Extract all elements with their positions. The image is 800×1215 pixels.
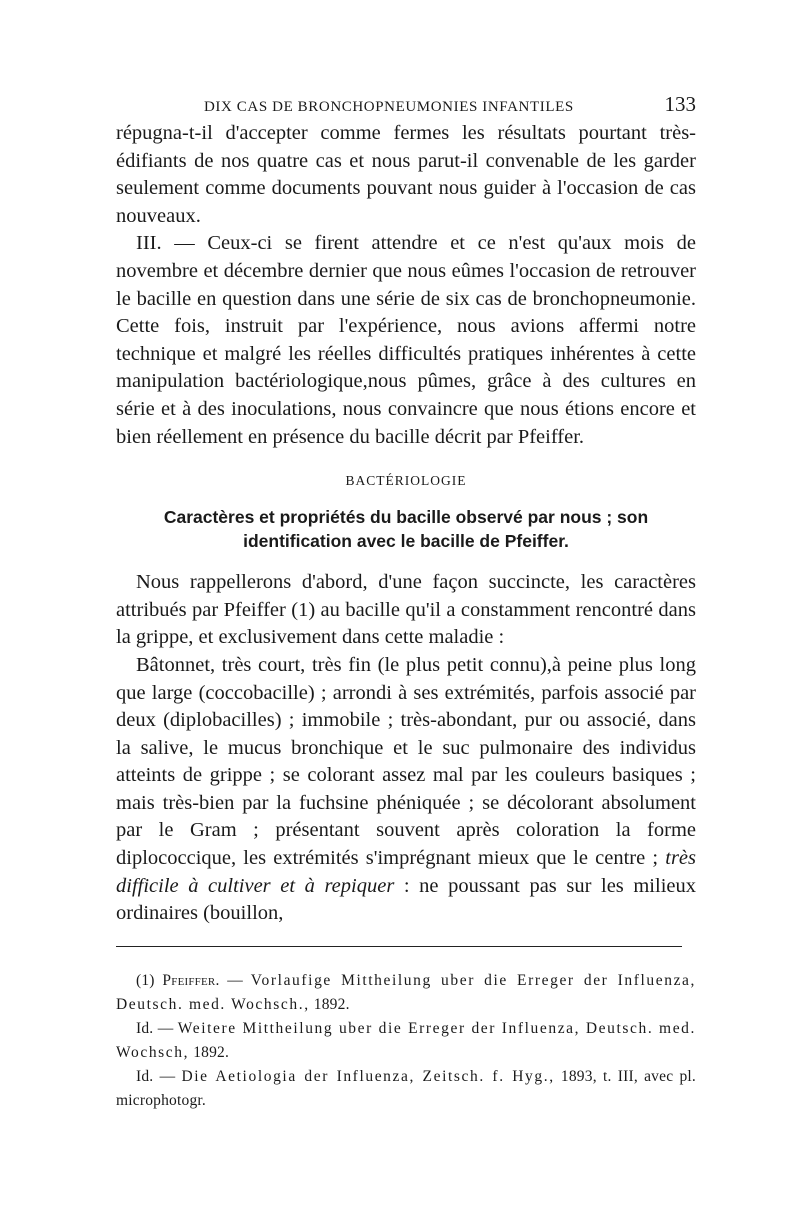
footnote-2-title: Weitere Mittheilung uber die Erreger der Influenza, Deutsch. med. Wochsch, [116, 1019, 696, 1061]
footnote-3 [116, 1065, 696, 1113]
paragraph-4 [116, 652, 696, 928]
book-page [116, 92, 696, 1113]
running-head [116, 92, 696, 120]
paragraph-1: répugna-t-il d'accepter comme fermes les résultats pourtant très-édifiants de nos quatre cas et nous parut-il convenable de les garder seulement comme documents pouvant nous guider à l'occasion de cas nouveaux. [116, 122, 696, 227]
paragraph-3: Nous rappellerons d'abord, d'une façon succincte, les caractères attribués par Pfeiffer (1) au bacille qu'il a constamment rencontré dans la grippe, et exclusivement dans cette maladie : [116, 571, 696, 649]
page-number: 133 [664, 92, 696, 116]
footnote-3-label: Id. — [136, 1067, 176, 1085]
footnote-3-rest: 1893, t. III, avec pl. microphotogr. [116, 1067, 696, 1109]
footnote-rule [116, 946, 682, 947]
footnote-2 [116, 1017, 696, 1065]
paragraph-4-end: : ne poussant pas sur les milieux ordinaires (bouillon, [116, 874, 696, 925]
footnote-1-title: Vorlaufige Mittheilung uber die Erreger der Influenza, Deutsch. med. Wochsch., [116, 971, 696, 1013]
footnote-1 [116, 969, 696, 1017]
paragraph-2: III. — Ceux-ci se firent attendre et ce n'est qu'aux mois de novembre et décembre dernier que nous eûmes l'occasion de retrouver le bacille en question dans une série de six cas de bronchopneumonie. Cette fois, instruit par l'expérience, nous avions affermi notre technique et malgré les réelles difficultés pratiques inhérentes à cette manipulation bactériologique,nous pûmes, grâce à des cultures en série et à des inoculations, nous convaincre que nous étions encore et bien réellement en présence du bacille décrit par Pfeiffer. [116, 232, 696, 448]
footnote-3-title: Die Aetiologia der Influenza, Zeitsch. f. Hyg., [181, 1067, 555, 1085]
footnote-1-label: (1) Pfeiffer. — [136, 971, 243, 989]
paragraph-4-italic: très difficile à cultiver et à repiquer [116, 847, 696, 897]
footnote-2-year: 1892. [193, 1043, 230, 1061]
running-title: DIX CAS DE BRONCHOPNEUMONIES INFANTILES [204, 99, 574, 115]
footnote-2-label: Id. — [136, 1019, 174, 1037]
footnote-1-year: 1892. [313, 995, 350, 1013]
section-label: BACTÉRIOLOGIE [345, 473, 467, 489]
paragraph-4-start: Bâtonnet, très court, très fin (le plus petit connu),à peine plus long que large (coccobacille) ; arrondi à ses extrémités, parfois associé par deux (diplobacilles) ; immobile ; très-abondant, pur ou associé, dans la salive, le mucus bronchique et le suc pulmonaire des individus atteints de grippe ; se colorant assez mal par les couleurs basiques ; mais très-bien par la fuchsine phéniquée ; se décolorant absolument par le Gram ; présentant souvent après coloration la forme diplococcique, les extrémités s'imprégnant mieux que le centre ; [116, 653, 696, 870]
section-title: Caractères et propriétés du bacille observé par nous ; son identification avec le bacille de Pfeiffer. [163, 507, 649, 552]
